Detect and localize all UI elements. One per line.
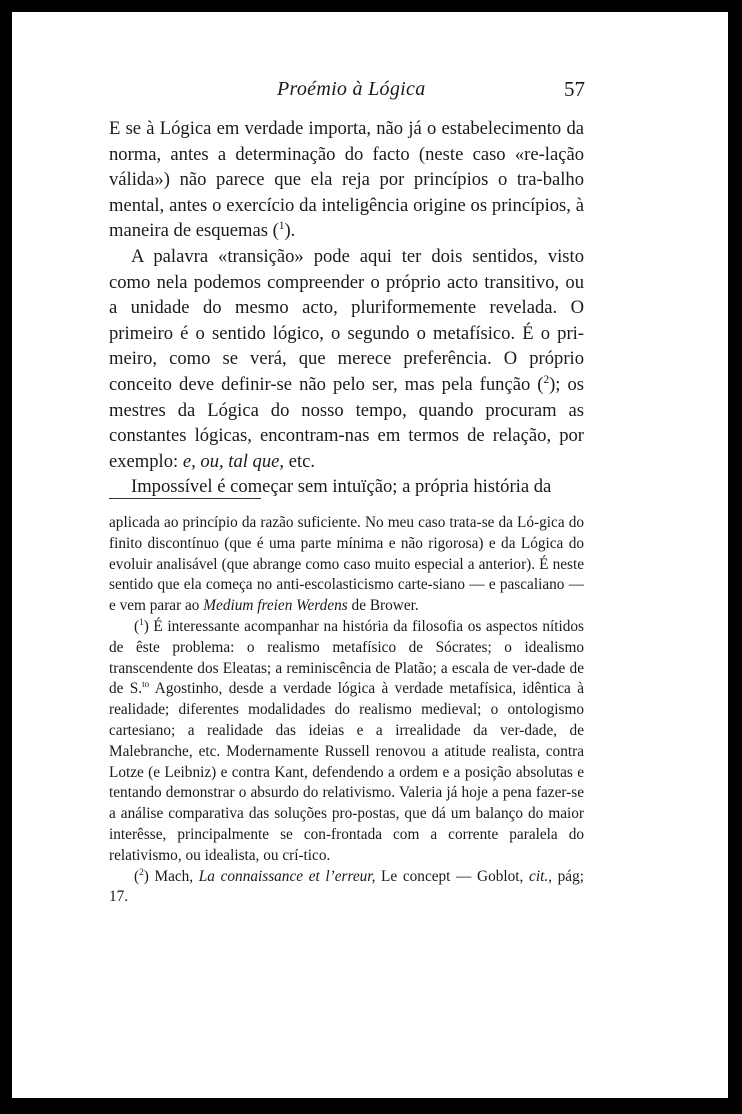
book-page: [12, 12, 728, 1098]
footnote-separator: [109, 498, 261, 499]
paragraph-3: Impossível é começar sem intuïção; a própria história da: [131, 476, 552, 498]
running-head: Proémio à Lógica: [277, 78, 426, 100]
footnote-2-mark: 2: [139, 866, 144, 877]
footnote-ref-1: 1: [278, 220, 285, 233]
footnotes: [109, 513, 584, 908]
page-number: 57: [564, 77, 585, 101]
body-text: [109, 116, 584, 500]
paragraph-2: A palavra «transição» pode aqui ter dois sentidos, visto como nela podemos compreender o próprio acto transitivo, ou a unidade do mesmo acto, pluriformemente revelada. O primeiro é o sentido lógico, o segundo o metafísico. É o pri-meiro, como se verá, que merece preferência. O próprio conceito deve definir-se não pelo ser, mas pela função ($^2$); os mestres da Lógica do nosso tempo, quando procuram as constantes lógicas, encontram-nas em termos de relação, por exemplo: e, ou, tal que, etc.: [109, 245, 584, 472]
footnote-1-mark: 1: [139, 616, 144, 627]
footnote-ref-2: 2: [543, 373, 550, 386]
footnote-1: ($^1$) É interessante acompanhar na história da filosofia os aspectos nítidos de êste problema: o realismo metafísico de Sócrates; o idealismo transcendente dos Eleatas; a reminiscência de Platão; a escala de ver-dade de de S.$^{to}$ Agostinho, desde a verdade lógica à verdade metafísica, idêntica à realidade; diferentes modalidades do realismo medieval; o ontologismo cartesiano; a realidade das ideias e a irrealidade da ver-dade, de Malebranche, etc. Modernamente Russell renovou a atitude realista, contra Lotze (e Leibniz) e contra Kant, defendendo a ordem e a posição absolutas e tentando demonstrar o absurdo do relativismo. Valeria já hoje a pena fazer-se a análise comparativa das soluções pro-postas, que dá um balanço do maior interêsse, principalmente se con-frontada com a corrente paralela do relativismo, ou idealista, ou crí-tico.: [109, 616, 584, 864]
paragraph-1: E se à Lógica em verdade importa, não já o estabelecimento da norma, antes a determinação do facto (neste caso «re-lação válida») não parece que ela reja por princípios o tra-balho mental, antes o exercício da inteligência origine os princípios, à maneira de esquemas ($^1$).: [109, 118, 584, 242]
footnote-2: ($^2$) Mach, La connaissance et l’erreur, Le concept — Goblot, cit., pág; 17.: [109, 866, 584, 906]
footnote-continuation: aplicada ao princípio da razão suficiente. No meu caso trata-se da Ló-gica do finito discontínuo (que é uma parte mínima e não rigorosa) e da Lógica do evoluir analisável (que abrange como caso muito especial a anterior). É neste sentido que ela começa no anti-escolasticismo carte-siano — e pascaliano — e vem parar ao Medium freien Werdens de Brower.: [109, 514, 584, 615]
logical-constants-examples: e, ou, tal que,: [182, 450, 285, 472]
